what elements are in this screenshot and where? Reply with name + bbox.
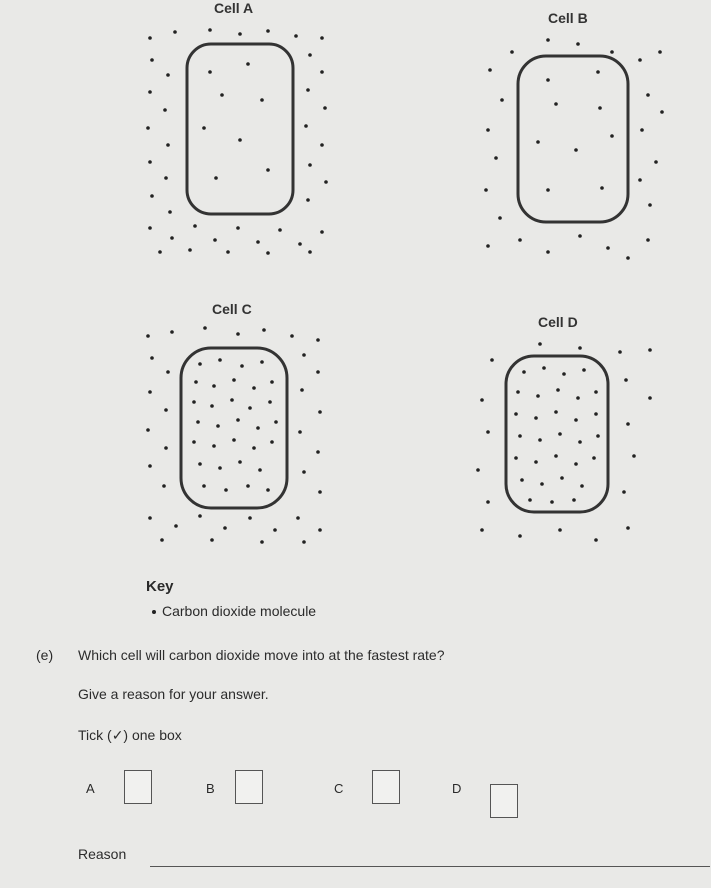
cell-c: [146, 326, 322, 544]
question-number: (e): [36, 647, 54, 663]
key-item: [152, 603, 316, 619]
cell-d-label: Cell D: [538, 314, 578, 330]
option-b-checkbox[interactable]: [235, 770, 263, 804]
key-title: Key: [146, 578, 174, 595]
reason-label: Reason: [78, 846, 127, 862]
cell-b: [484, 38, 664, 260]
option-c-checkbox[interactable]: [372, 770, 400, 804]
cell-a-label: Cell A: [214, 0, 254, 16]
cell-c-molecules: [146, 326, 322, 544]
option-b-label: B: [206, 781, 215, 796]
question-text: Which cell will carbon dioxide move into at the fastest rate?: [78, 647, 445, 663]
reason-answer-line[interactable]: [150, 866, 710, 867]
question-instruction: Give a reason for your answer.: [78, 686, 269, 702]
cell-a-molecules: [146, 28, 328, 255]
option-d-checkbox[interactable]: [490, 784, 518, 818]
cell-c-label: Cell C: [212, 301, 252, 317]
option-a-label: A: [86, 781, 95, 796]
cell-a: [146, 28, 328, 255]
cell-b-molecules: [484, 38, 664, 260]
cell-d: [476, 342, 652, 542]
tick-instruction: Tick (✓) one box: [78, 727, 182, 743]
key-item-label: Carbon dioxide molecule: [162, 603, 317, 619]
option-a-checkbox[interactable]: [124, 770, 152, 804]
option-d-label: D: [452, 781, 462, 796]
molecule-dot-icon: [152, 610, 156, 614]
cell-b-label: Cell B: [548, 10, 588, 26]
option-c-label: C: [334, 781, 344, 796]
